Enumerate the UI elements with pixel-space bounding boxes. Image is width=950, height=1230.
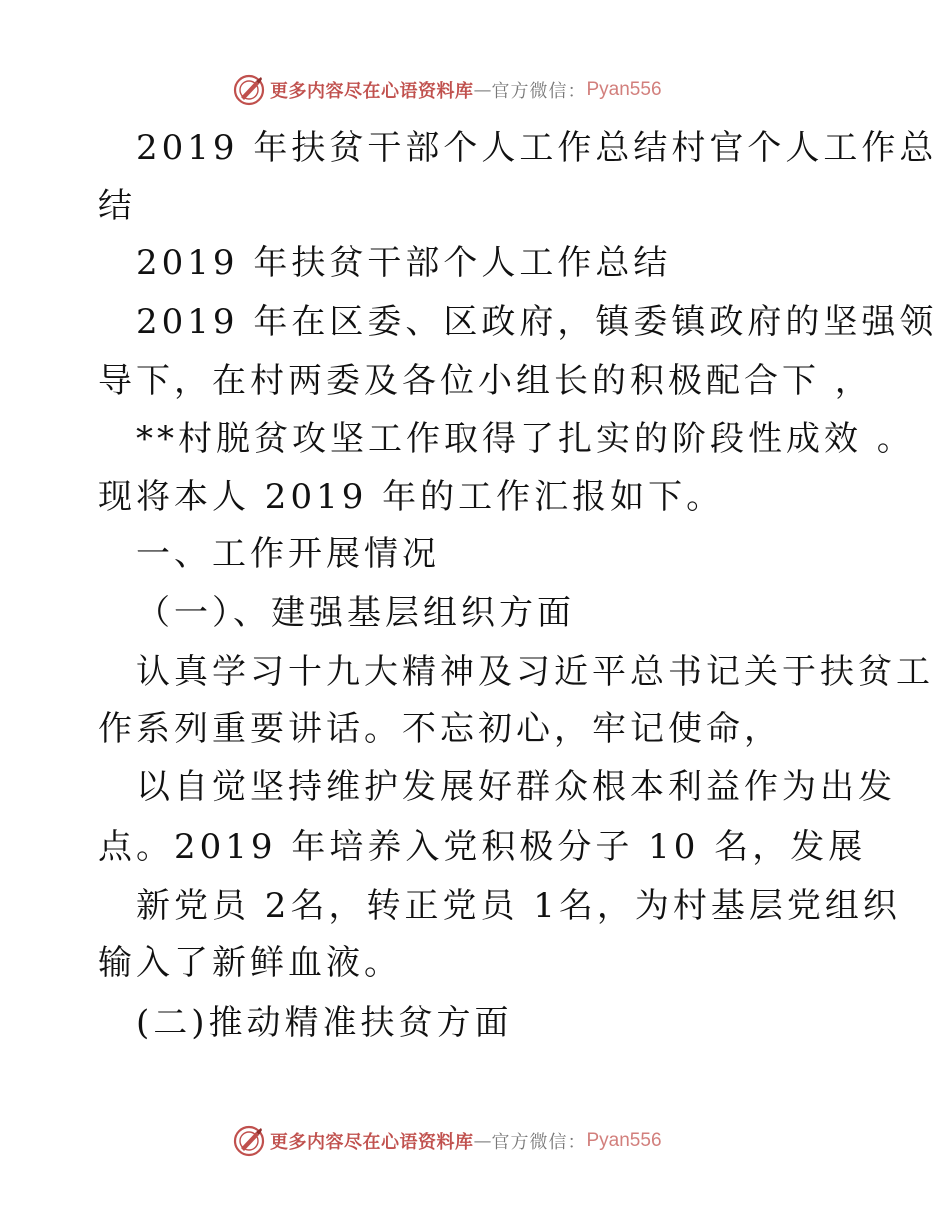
watermark-wechat-id: Pyan556	[586, 1130, 662, 1151]
paragraph-line: 作系列重要讲话。不忘初心，牢记使命，	[98, 709, 782, 749]
watermark-wechat-label: 官方微信：	[491, 1132, 587, 1153]
watermark-wechat-label: 官方微信：	[491, 81, 587, 102]
paragraph-line: **村脱贫攻坚工作取得了扎实的阶段性成效 。	[136, 419, 915, 459]
paragraph-line: 现将本人 2019 年的工作汇报如下。	[98, 477, 725, 517]
paragraph-line: 新党员 2名，转正党员 1名，为村基层党组织	[136, 886, 901, 926]
paragraph-line: 2019 年在区委、区政府，镇委镇政府的坚强领	[136, 302, 938, 342]
header-watermark	[232, 73, 662, 107]
watermark-separator: —	[473, 1130, 492, 1152]
brand-logo-icon	[232, 1124, 266, 1158]
paragraph-line: 以自觉坚持维护发展好群众根本利益作为出发	[136, 767, 896, 807]
section-heading: 一、工作开展情况	[136, 534, 440, 574]
paragraph-line: 导下，在村两委及各位小组长的积极配合下 ，	[98, 361, 873, 401]
title-line-1: 2019 年扶贫干部个人工作总结村官个人工作总	[136, 128, 938, 168]
watermark-main-text: 更多内容尽在心语资料库	[270, 1132, 474, 1153]
title-line-2: 结	[98, 186, 136, 226]
paragraph-line: 点。2019 年培养入党积极分子 10 名，发展	[98, 827, 867, 867]
brand-logo-icon	[232, 73, 266, 107]
paragraph-line: 认真学习十九大精神及习近平总书记关于扶贫工	[136, 652, 934, 692]
subtitle-line: 2019 年扶贫干部个人工作总结	[136, 243, 672, 283]
watermark-wechat-id: Pyan556	[586, 79, 662, 100]
subsection-heading: （一）、建强基层组织方面	[136, 593, 575, 633]
subsection-heading: (二)推动精准扶贫方面	[136, 1003, 513, 1043]
paragraph-line: 输入了新鲜血液。	[98, 943, 402, 983]
watermark-main-text: 更多内容尽在心语资料库	[270, 81, 474, 102]
footer-watermark	[232, 1124, 662, 1158]
watermark-separator: —	[473, 79, 492, 101]
